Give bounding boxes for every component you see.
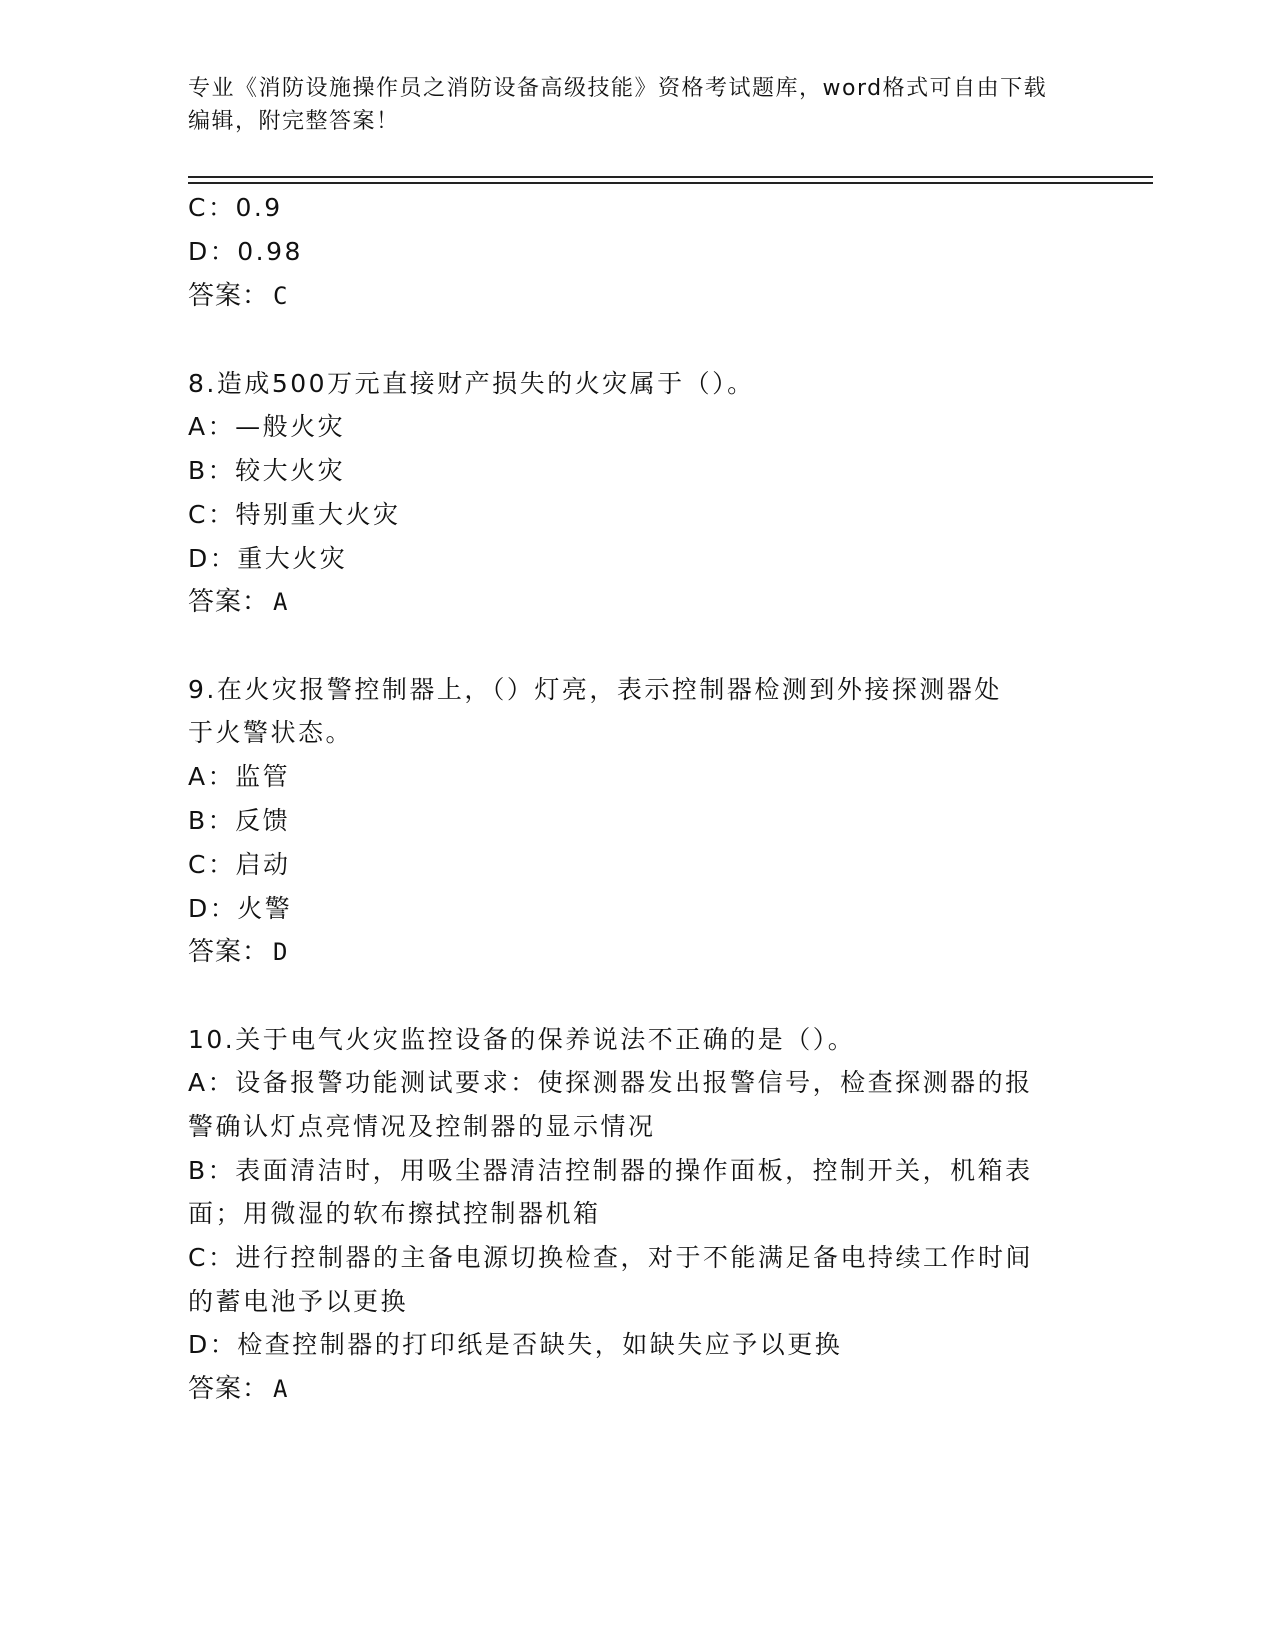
answer-label: 答案： bbox=[188, 587, 270, 617]
q10-option-a-line1: A：设备报警功能测试要求：使探测器发出报警信号，检查探测器的报 bbox=[188, 1068, 1033, 1097]
prev-answer bbox=[188, 279, 288, 313]
q9-option-a: A：监管 bbox=[188, 762, 291, 791]
q10-option-c-line2: 的蓄电池予以更换 bbox=[188, 1287, 409, 1316]
q9-option-b: B：反馈 bbox=[188, 806, 291, 835]
answer-label: 答案： bbox=[188, 937, 270, 967]
answer-value: A bbox=[273, 588, 289, 616]
document-header: 专业《消防设施操作员之消防设备高级技能》资格考试题库，word格式可自由下载编辑，附完整答案！ bbox=[188, 76, 1048, 134]
q9-stem-line2: 于火警状态。 bbox=[188, 718, 354, 747]
answer-value: C bbox=[273, 282, 289, 310]
header-rule-top bbox=[188, 176, 1153, 178]
q10-option-a-line2: 警确认灯点亮情况及控制器的显示情况 bbox=[188, 1112, 656, 1141]
q8-option-a: A：—般火灾 bbox=[188, 412, 346, 441]
q8-option-b: B：较大火灾 bbox=[188, 456, 346, 485]
q8-answer bbox=[188, 585, 288, 619]
q9-answer bbox=[188, 935, 288, 969]
q10-stem: 10.关于电气火灾监控设备的保养说法不正确的是（）。 bbox=[188, 1025, 856, 1054]
header-rule-bottom bbox=[188, 182, 1153, 184]
q10-option-c-line1: C：进行控制器的主备电源切换检查，对于不能满足备电持续工作时间 bbox=[188, 1243, 1033, 1272]
prev-option-c: C：0.9 bbox=[188, 193, 283, 222]
answer-label: 答案： bbox=[188, 281, 270, 311]
q9-stem-line1: 9.在火灾报警控制器上，（）灯亮，表示控制器检测到外接探测器处 bbox=[188, 675, 1002, 704]
prev-option-d: D：0.98 bbox=[188, 237, 303, 266]
q10-option-d: D：检查控制器的打印纸是否缺失，如缺失应予以更换 bbox=[188, 1330, 843, 1359]
q10-answer bbox=[188, 1372, 288, 1406]
q8-stem: 8.造成500万元直接财产损失的火灾属于（）。 bbox=[188, 369, 755, 398]
q8-option-c: C：特别重大火灾 bbox=[188, 500, 401, 529]
answer-label: 答案： bbox=[188, 1374, 270, 1404]
answer-value: D bbox=[273, 938, 289, 966]
q9-option-d: D：火警 bbox=[188, 894, 293, 923]
answer-value: A bbox=[273, 1375, 289, 1403]
q8-option-d: D：重大火灾 bbox=[188, 544, 348, 573]
q10-option-b-line2: 面；用微湿的软布擦拭控制器机箱 bbox=[188, 1199, 601, 1228]
q9-option-c: C：启动 bbox=[188, 850, 291, 879]
q10-option-b-line1: B：表面清洁时，用吸尘器清洁控制器的操作面板，控制开关，机箱表 bbox=[188, 1156, 1033, 1185]
